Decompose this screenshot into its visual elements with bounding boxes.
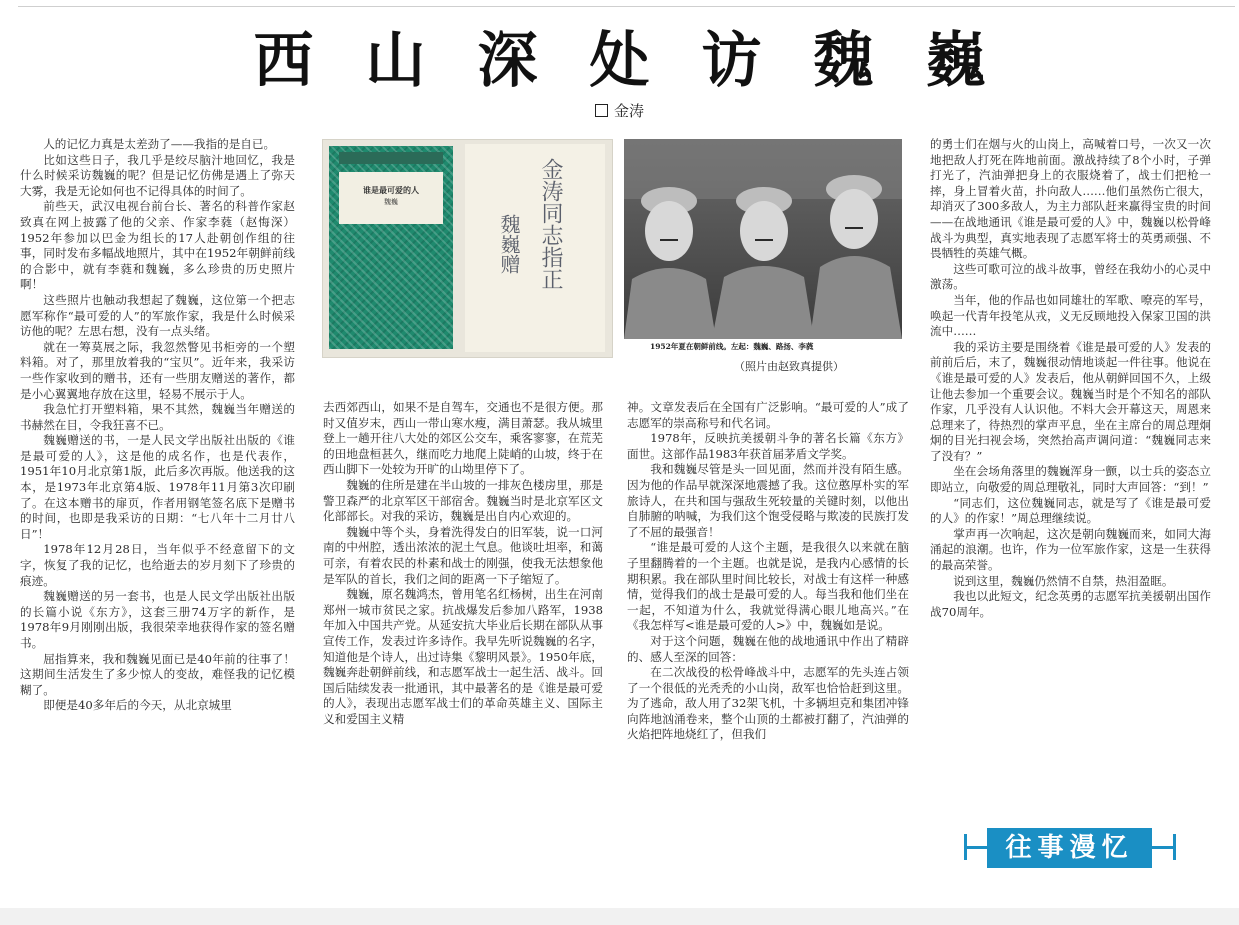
book-title: 谁是最可爱的人 xyxy=(363,185,419,195)
paragraph: 魏巍中等个头，身着洗得发白的旧军装，说一口河南的中州腔，透出浓浓的泥土气息。他谈吐坦率，和蔼可亲，有着农民的朴素和战士的刚强，使我无法想象他是军队的首长，我们之间的距离一下子缩短了。 xyxy=(323,524,603,586)
paragraph: 比如这些日子，我几乎是绞尽脑汁地回忆，我是什么时候采访魏巍的呢？但是记忆仿佛是遇上了弥天大雾，我是无论如何也不记得具体的时间了。 xyxy=(20,152,295,198)
paragraph: 就在一筹莫展之际，我忽然瞥见书柜旁的一个塑料箱。对了，那里放着我的“宝贝”。近年来，我采访一些作家收到的赠书，还有一些朋友赠送的著作，都是小心翼翼地存放在这里，轻易不展示于人。 xyxy=(20,339,295,401)
handwritten-inscription: 金涛同志指正 xyxy=(538,158,563,290)
paragraph: 即便是40多年后的今天，从北京城里 xyxy=(43,698,232,713)
book-author: 魏巍 xyxy=(384,198,398,206)
paragraph: 当年，他的作品也如同雄壮的军歌、嘹亮的军号，唤起一代青年投笔从戎，义无反顾地投入保家卫国的洪流中…… xyxy=(930,292,1211,339)
paragraph: 去西郊西山，如果不是自驾车，交通也不是很方便。那时又值岁末，西山一带山寒水瘦，满目萧瑟。我从城里登上一趟开往八大处的郊区公交车，乘客寥寥，在荒芜的田地盘桓甚久，继而吃力地爬上陡峭的山坡，终于在西山脚下一处较为开旷的山坳里停下了。 xyxy=(323,400,603,477)
paragraph: 魏巍赠送的另一套书，也是人民文学出版社出版的长篇小说《东方》，这套三册74万字的新作，是1978年9月刚刚出版，我很荣幸地获得作家的签名赠书。 xyxy=(20,589,295,650)
paragraph: 屈指算来，我和魏巍见面已是40年前的往事了！这期间生活发生了多少惊人的变故，难怪我的记忆模糊了。 xyxy=(20,651,295,697)
paragraph: 我急忙打开塑料箱，果不其然，魏巍当年赠送的书赫然在目，令我狂喜不已。 xyxy=(20,402,295,432)
paragraph: 我也以此短文，纪念英勇的志愿军抗美援朝出国作战70周年。 xyxy=(930,589,1211,619)
text-column-1 xyxy=(20,137,295,907)
paragraph: 的勇士们在烟与火的山岗上，高喊着口号，一次又一次地把敌人打死在阵地前面。激战持续了8个小时，子弹打光了，汽油弹把身上的衣服烧着了，战士们把枪一摔，身上冒着火苗，扑向敌人……他们虽然伤亡很大，却消灭了300多敌人，为主力部队赶来赢得宝贵的时间——在战地通讯《谁是最可爱的人》中，魏巍以松骨峰战斗为典型，真实地表现了志愿军将士的英勇顽强、不畏牺牲的英雄气概。 xyxy=(930,137,1211,261)
paragraph: 魏巍赠送的书，一是人民文学出版社出版的《谁是最可爱的人》，这是他的成名作，也是代表作，1951年10月北京第1版，此后多次再版。他送我的这本，是1973年北京第4版、1978年11月第3次印刷了。在这本赠书的扉页，作者用钢笔签名底下是赠书的时间，也即是我采访的日期：“七八年十二月廿八日”！ xyxy=(20,433,295,541)
paragraph: 我和魏巍尽管是头一回见面，然而并没有陌生感。因为他的作品早就深深地震撼了我。这位憨厚朴实的军旅诗人，在共和国与强敌生死较量的关键时刻，以他出自肺腑的呐喊，为我们这个饱受侵略与欺凌的民族打发了不屈的最强音！ xyxy=(627,462,909,539)
paragraph: 魏巍的住所是建在半山坡的一排灰色楼房里，那是警卫森严的北京军区干部宿舍。魏巍当时是北京军区文化部部长。对我的采访，魏巍是出自内心欢迎的。 xyxy=(323,477,603,524)
text-column-3 xyxy=(627,400,909,910)
tag-right-cap xyxy=(1173,834,1176,860)
author-name: 金涛 xyxy=(613,102,644,120)
top-rule xyxy=(18,0,1235,7)
handwritten-signature: 魏巍赠 xyxy=(497,214,521,274)
byline xyxy=(0,100,1239,122)
text-column-2 xyxy=(323,400,603,910)
paragraph: 在二次战役的松骨峰战斗中，志愿军的先头连占领了一个很低的光秃秃的小山岗，敌军也恰恰赶到这里。为了逃命，敌人用了32架飞机，十多辆坦克和集团冲锋向阵地汹涌卷来，整个山顶的土都被打翻了，汽油弹的火焰把阵地烧红了，但我们 xyxy=(627,665,909,742)
book-label xyxy=(339,152,443,164)
photo-credit: （照片由赵致真提供） xyxy=(734,360,844,373)
flyleaf-page xyxy=(465,144,605,352)
paragraph: “谁是最可爱的人这个主题，是我很久以来就在脑子里翻腾着的一个主题。也就是说，是我内心感情的长期积累。我在部队里时间比较长，对战士有这样一种感情，觉得我们的战士是最可爱的人。每当我和他们坐在一起，不知道为什么，我就觉得满心眼儿地高兴。”在《我怎样写<谁是最可爱的人>》中，魏巍如是说。 xyxy=(627,540,909,633)
byline-box xyxy=(595,104,608,117)
photo-caption: 1952年夏在朝鲜前线。左起：魏巍、路扬、李蕤 xyxy=(650,342,814,351)
paragraph: 这些照片也触动我想起了魏巍，这位第一个把志愿军称作“最可爱的人”的军旅作家，我是什么时候采访他的呢？左思右想，没有一点头绪。 xyxy=(20,292,295,339)
book-cover xyxy=(329,146,453,349)
paragraph: 掌声再一次响起，这次是朝向魏巍而来，如同大海涌起的浪潮。也许，作为一位军旅作家，这是一生获得的最高荣誉。 xyxy=(930,526,1211,573)
paragraph: “同志们，这位魏巍同志，就是写了《谁是最可爱的人》的作家！”周总理继续说。 xyxy=(930,495,1211,526)
paragraph: 1978年，反映抗美援朝斗争的著名长篇《东方》面世。这部作品1983年获首届茅盾文学奖。 xyxy=(627,431,909,461)
paragraph: 魏巍，原名魏鸿杰，曾用笔名红杨树，出生在河南郑州一城市贫民之家。抗战爆发后参加八路军，1938年加入中国共产党。从延安抗大毕业后长期在部队从事宣传工作，发表过许多诗作。我早先听说魏巍的名字，知道他是个诗人，出过诗集《黎明风景》。1950年底，魏巍奔赴朝鲜前线，和志愿军战士一起生活、战斗。回国后陆续发表一批通讯，其中最著名的是《谁是最可爱的人》，表现出志愿军战士们的革命英雄主义、国际主义和爱国主义精 xyxy=(323,587,603,726)
paragraph: 前些天，武汉电视台前台长、著名的科普作家赵致真在网上披露了他的父亲、作家李蕤（赵悔深）1952年参加以巴金为组长的17人赴朝创作组的往事，同时发布多幅战地照片，其中在1952年朝鲜前线的合影中，就有李蕤和魏巍，多么珍贵的历史照片啊！ xyxy=(20,199,295,292)
three-soldiers-image xyxy=(624,139,902,339)
paragraph: 我的采访主要是围绕着《谁是最可爱的人》发表的前前后后，末了，魏巍很动情地谈起一件往事。他说在《谁是最可爱的人》发表后，他从朝鲜回国不久，上级让他去参加一个重要会议。魏巍当时是个不知名的部队作家，几乎没有人认识他。不料大会开幕这天，周恩来总理来了，待热烈的掌声平息，坐在主席台的周总理炯炯的目光扫视会场，突然抬高声调问道：“魏巍同志来了没有？” xyxy=(930,339,1211,463)
text-column-4 xyxy=(930,137,1211,827)
paragraph: 对于这个问题，魏巍在他的战地通讯中作出了精辟的、感人至深的回答： xyxy=(627,633,909,664)
column-tag xyxy=(964,824,1176,870)
tag-left-bar xyxy=(964,846,988,849)
paragraph: 坐在会场角落里的魏巍浑身一颤，以士兵的姿态立即站立，向敬爱的周总理敬礼，同时大声回答：“到！” xyxy=(930,464,1211,495)
column-tag-label: 往事漫忆 xyxy=(987,828,1152,868)
paragraph: 人的记忆力真是太差劲了——我指的是自已。 xyxy=(43,137,276,151)
article-title: 西山深处访魏巍 xyxy=(253,26,1038,96)
book-title-plate xyxy=(339,172,443,224)
page-footer-strip xyxy=(0,908,1239,925)
historical-photo xyxy=(624,139,902,339)
paragraph: 说到这里，魏巍仍然情不自禁，热泪盈眶。 xyxy=(953,573,1174,588)
paragraph: 1978年12月28日，当年似乎不经意留下的文字，恢复了我的记忆，也给逝去的岁月刻下了珍贵的痕迹。 xyxy=(20,542,295,588)
paragraph: 这些可歌可泣的战斗故事，曾经在我幼小的心灵中激荡。 xyxy=(930,261,1211,292)
paragraph: 神。文章发表后在全国有广泛影响。“最可爱的人”成了志愿军的崇高称号和代名词。 xyxy=(627,400,909,430)
book-photo xyxy=(322,139,613,358)
